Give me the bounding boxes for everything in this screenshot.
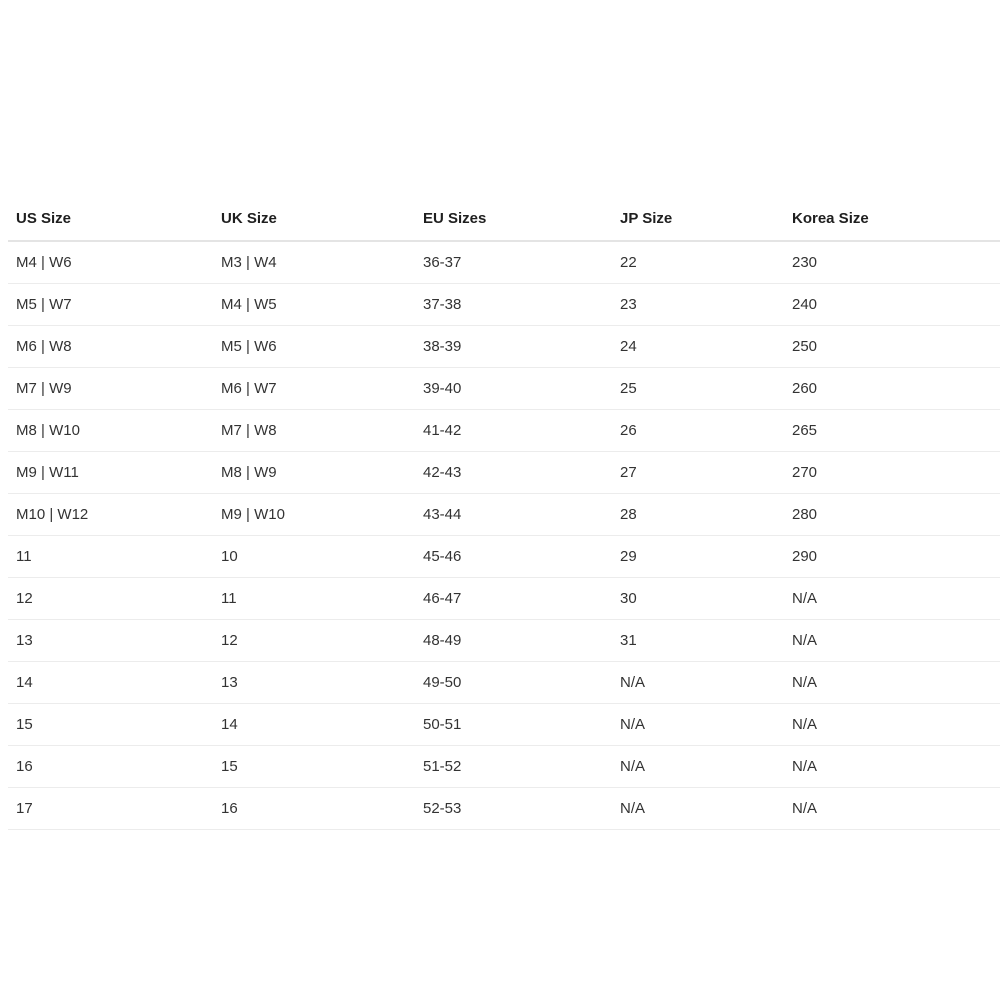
uk-size-cell: M4 | W5 (213, 284, 415, 326)
table-row (8, 620, 1000, 662)
us-size-cell: 11 (8, 536, 213, 578)
korea-size-cell: 280 (784, 494, 1000, 536)
eu-size-cell: 45-46 (415, 536, 612, 578)
jp-size-cell: 22 (612, 241, 784, 284)
table-row (8, 578, 1000, 620)
us-size-cell: M5 | W7 (8, 284, 213, 326)
jp-size-cell: N/A (612, 746, 784, 788)
uk-size-cell: M3 | W4 (213, 241, 415, 284)
table-body (8, 241, 1000, 830)
korea-size-cell: N/A (784, 620, 1000, 662)
uk-size-cell: 12 (213, 620, 415, 662)
jp-size-cell: 29 (612, 536, 784, 578)
eu-size-cell: 50-51 (415, 704, 612, 746)
us-size-cell: M10 | W12 (8, 494, 213, 536)
jp-size-cell: 30 (612, 578, 784, 620)
jp-size-cell: 26 (612, 410, 784, 452)
uk-size-cell: M9 | W10 (213, 494, 415, 536)
us-size-cell: 13 (8, 620, 213, 662)
us-size-cell: M7 | W9 (8, 368, 213, 410)
us-size-cell: 16 (8, 746, 213, 788)
header-eu-sizes: EU Sizes (415, 196, 612, 241)
header-us-size: US Size (8, 196, 213, 241)
uk-size-cell: M6 | W7 (213, 368, 415, 410)
table-header (8, 196, 1000, 241)
eu-size-cell: 41-42 (415, 410, 612, 452)
header-uk-size: UK Size (213, 196, 415, 241)
table-row (8, 662, 1000, 704)
us-size-cell: M9 | W11 (8, 452, 213, 494)
table-row (8, 326, 1000, 368)
us-size-cell: 15 (8, 704, 213, 746)
korea-size-cell: N/A (784, 788, 1000, 830)
jp-size-cell: 23 (612, 284, 784, 326)
size-conversion-table (8, 196, 1000, 830)
jp-size-cell: 24 (612, 326, 784, 368)
header-korea-size: Korea Size (784, 196, 1000, 241)
eu-size-cell: 51-52 (415, 746, 612, 788)
us-size-cell: 14 (8, 662, 213, 704)
uk-size-cell: M5 | W6 (213, 326, 415, 368)
korea-size-cell: 265 (784, 410, 1000, 452)
table-row (8, 536, 1000, 578)
korea-size-cell: N/A (784, 704, 1000, 746)
korea-size-cell: 250 (784, 326, 1000, 368)
table-row (8, 704, 1000, 746)
korea-size-cell: N/A (784, 746, 1000, 788)
jp-size-cell: N/A (612, 704, 784, 746)
uk-size-cell: 15 (213, 746, 415, 788)
eu-size-cell: 43-44 (415, 494, 612, 536)
eu-size-cell: 36-37 (415, 241, 612, 284)
korea-size-cell: 290 (784, 536, 1000, 578)
eu-size-cell: 42-43 (415, 452, 612, 494)
eu-size-cell: 39-40 (415, 368, 612, 410)
uk-size-cell: 14 (213, 704, 415, 746)
eu-size-cell: 49-50 (415, 662, 612, 704)
us-size-cell: M4 | W6 (8, 241, 213, 284)
korea-size-cell: N/A (784, 662, 1000, 704)
jp-size-cell: 31 (612, 620, 784, 662)
header-jp-size: JP Size (612, 196, 784, 241)
eu-size-cell: 37-38 (415, 284, 612, 326)
table-row (8, 368, 1000, 410)
uk-size-cell: 10 (213, 536, 415, 578)
jp-size-cell: 27 (612, 452, 784, 494)
uk-size-cell: 11 (213, 578, 415, 620)
table-header-row (8, 196, 1000, 241)
uk-size-cell: M7 | W8 (213, 410, 415, 452)
eu-size-cell: 46-47 (415, 578, 612, 620)
table-row (8, 788, 1000, 830)
korea-size-cell: N/A (784, 578, 1000, 620)
table-row (8, 746, 1000, 788)
uk-size-cell: M8 | W9 (213, 452, 415, 494)
jp-size-cell: N/A (612, 662, 784, 704)
table-row (8, 284, 1000, 326)
us-size-cell: M8 | W10 (8, 410, 213, 452)
table-row (8, 494, 1000, 536)
korea-size-cell: 240 (784, 284, 1000, 326)
table-row (8, 452, 1000, 494)
eu-size-cell: 52-53 (415, 788, 612, 830)
us-size-cell: 12 (8, 578, 213, 620)
table-row (8, 410, 1000, 452)
korea-size-cell: 260 (784, 368, 1000, 410)
us-size-cell: M6 | W8 (8, 326, 213, 368)
jp-size-cell: 28 (612, 494, 784, 536)
uk-size-cell: 16 (213, 788, 415, 830)
uk-size-cell: 13 (213, 662, 415, 704)
korea-size-cell: 270 (784, 452, 1000, 494)
jp-size-cell: N/A (612, 788, 784, 830)
jp-size-cell: 25 (612, 368, 784, 410)
us-size-cell: 17 (8, 788, 213, 830)
eu-size-cell: 38-39 (415, 326, 612, 368)
table-row (8, 241, 1000, 284)
eu-size-cell: 48-49 (415, 620, 612, 662)
korea-size-cell: 230 (784, 241, 1000, 284)
